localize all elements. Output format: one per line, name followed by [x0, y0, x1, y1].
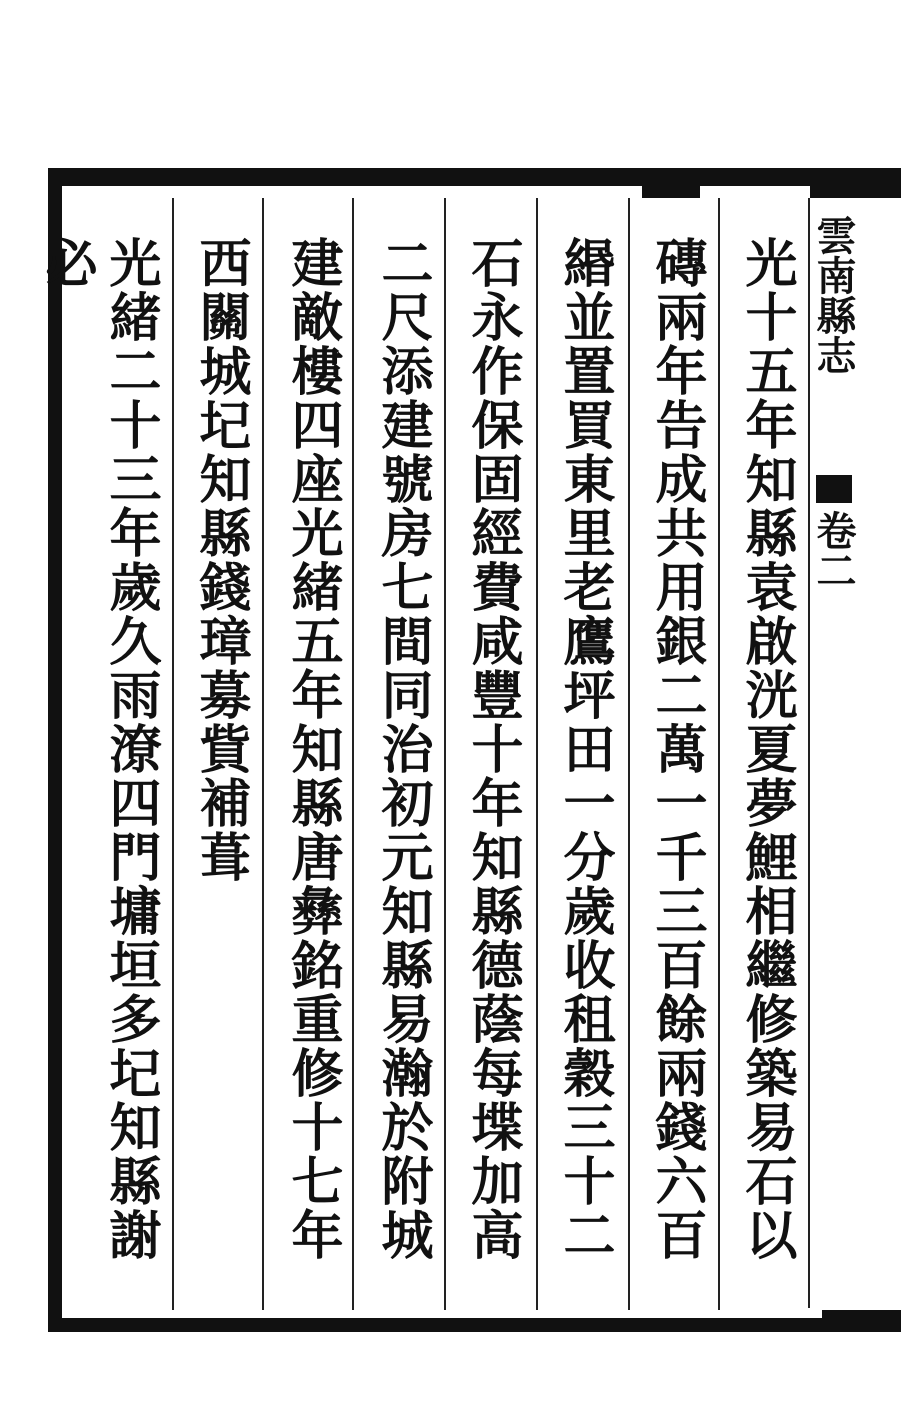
column-rule	[536, 198, 538, 1310]
text-column-5: 二尺添建號房七間同治初元知縣易瀚於附城	[372, 236, 433, 1262]
column-rule	[718, 198, 720, 1310]
text-column-2: 磚兩年告成共用銀二萬一千三百餘兩錢六百	[646, 236, 707, 1262]
text-column-8: 光緒二十三年歲久雨潦四門墉垣多圮知縣謝必	[36, 236, 161, 1262]
column-rule	[444, 198, 446, 1310]
fishtail-mark	[816, 475, 852, 503]
top-border-inner-line	[700, 186, 810, 198]
top-border-inner-line	[62, 186, 642, 198]
volume-label: 卷二	[810, 510, 857, 590]
text-column-4: 石永作保固經費咸豐十年知縣德蔭每堞加高	[462, 236, 523, 1262]
column-rule	[628, 198, 630, 1310]
column-rule	[172, 198, 174, 1310]
book-title: 雲南縣志	[810, 215, 857, 375]
text-column-7: 西關城圮知縣錢璋募貲補葺	[190, 236, 251, 884]
left-border	[48, 168, 62, 1330]
text-column-3: 緡並置買東里老鷹坪田一分歲收租穀三十二	[554, 236, 615, 1262]
column-rule	[352, 198, 354, 1310]
text-column-1: 光十五年知縣袁啟洸夏夢鯉相繼修築易石以	[736, 236, 797, 1262]
text-column-6: 建敵樓四座光緒五年知縣唐彝銘重修十七年	[282, 236, 343, 1262]
bottom-border-inner-line	[62, 1310, 822, 1318]
column-rule	[262, 198, 264, 1310]
